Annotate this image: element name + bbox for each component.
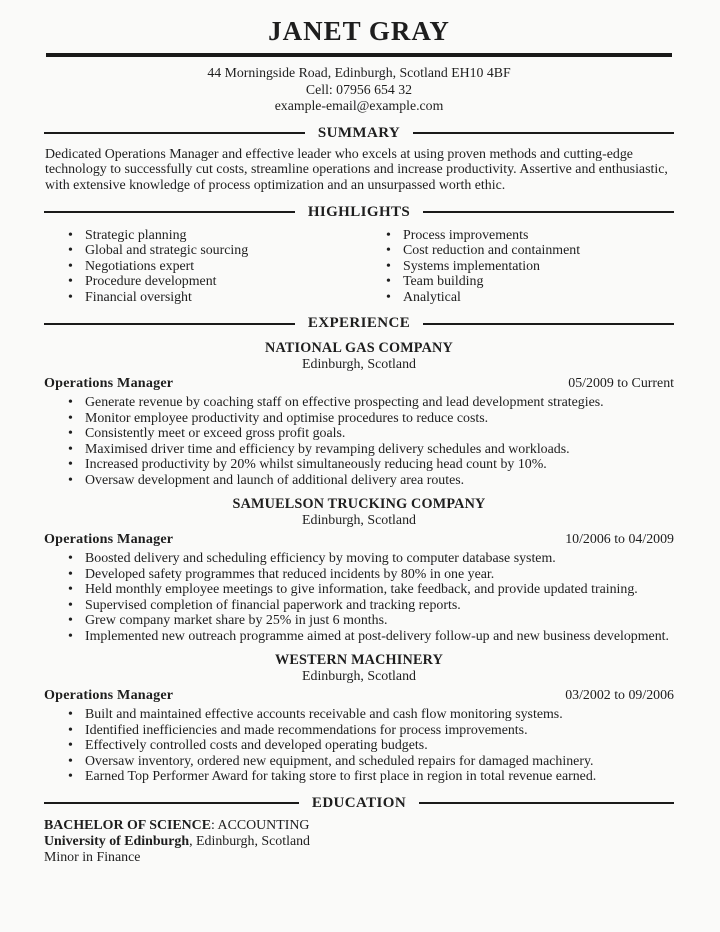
job-bullet: • Oversaw inventory, ordered new equipment, and scheduled repairs for damaged machinery. (68, 754, 674, 770)
contact-block (44, 65, 674, 115)
job-bullet: • Boosted delivery and scheduling efficiency by moving to computer database system. (68, 551, 674, 567)
highlight-item: • Analytical (386, 290, 674, 306)
education-section-header (44, 795, 674, 812)
job-role: Operations Manager (44, 375, 174, 392)
education-degree-field: : ACCOUNTING (210, 817, 310, 833)
highlight-item: • Cost reduction and containment (386, 243, 674, 259)
job-location: Edinburgh, Scotland (302, 357, 416, 373)
highlight-item: • Negotiations expert (68, 259, 359, 275)
job-role-row (44, 687, 674, 704)
experience-section-header (44, 315, 674, 332)
job-dates: 10/2006 to 04/2009 (565, 532, 674, 548)
job-company: SAMUELSON TRUCKING COMPANY (232, 496, 486, 513)
job-location: Edinburgh, Scotland (302, 669, 416, 685)
job-bullet: • Built and maintained effective accounts receivable and cash flow monitoring systems. (68, 707, 674, 723)
contact-email: example-email@example.com (274, 98, 444, 113)
highlight-item: • Financial oversight (68, 290, 359, 306)
job-bullet: • Supervised completion of financial paperwork and tracking reports. (68, 598, 674, 614)
job-bullet: • Identified inefficiencies and made recommendations for process improvements. (68, 723, 674, 739)
section-rule (423, 323, 674, 325)
highlight-item: • Team building (386, 274, 674, 290)
job-role-row (44, 531, 674, 548)
section-rule (44, 132, 305, 134)
highlight-item: • Procedure development (68, 274, 359, 290)
header-double-rule (46, 53, 672, 57)
highlight-item: • Strategic planning (68, 228, 359, 244)
job-company: NATIONAL GAS COMPANY (265, 340, 453, 357)
highlight-item: • Process improvements (386, 228, 674, 244)
job-national-gas-company (44, 340, 674, 488)
education-degree (44, 818, 674, 834)
job-bullet: • Monitor employee productivity and optimise procedures to reduce costs. (68, 411, 674, 427)
job-company: WESTERN MACHINERY (274, 652, 444, 669)
job-role-row (44, 375, 674, 392)
job-bullet: • Developed safety programmes that reduced incidents by 80% in one year. (68, 567, 674, 583)
job-bullet: • Effectively controlled costs and developed operating budgets. (68, 738, 674, 754)
summary-text: Dedicated Operations Manager and effective leader who excels at using proven methods and cutting-edge technology to successfully cut costs, streamline operations and increase productivity. Assertive and enthusiastic, with extensive knowledge of process optimization and an unsurpassed worth ethic. (45, 146, 668, 194)
highlights-right-column (359, 225, 674, 306)
job-dates: 03/2002 to 09/2006 (565, 688, 674, 704)
job-role: Operations Manager (44, 687, 174, 704)
education-block (44, 818, 674, 867)
highlights-columns (44, 225, 674, 306)
job-bullet-list (44, 395, 674, 488)
contact-address: 44 Morningside Road, Edinburgh, Scotland EH10 4BF (207, 65, 511, 80)
job-bullet-list (44, 707, 674, 785)
job-western-machinery (44, 652, 674, 785)
job-dates: 05/2009 to Current (568, 376, 674, 392)
resume-name: JANET GRAY (268, 16, 450, 46)
education-minor: Minor in Finance (44, 850, 141, 866)
section-rule (423, 211, 674, 213)
highlights-section-header (44, 204, 674, 221)
job-bullet: • Consistently meet or exceed gross profit goals. (68, 426, 674, 442)
job-bullet: • Oversaw development and launch of additional delivery area routes. (68, 473, 674, 489)
section-rule (419, 802, 674, 804)
highlight-item: • Systems implementation (386, 259, 674, 275)
job-bullet: • Held monthly employee meetings to give information, take feedback, and provide updated training. (68, 582, 674, 598)
education-school-name: University of Edinburgh (44, 834, 190, 850)
job-bullet: • Implemented new outreach programme aimed at post-delivery follow-up and new business development. (68, 629, 674, 645)
job-role: Operations Manager (44, 531, 174, 548)
job-bullet: • Earned Top Performer Award for taking store to first place in region in total revenue earned. (68, 769, 674, 785)
highlights-left-column (44, 225, 359, 306)
summary-section-header (44, 125, 674, 142)
section-rule (413, 132, 674, 134)
job-bullet: • Increased productivity by 20% whilst simultaneously reducing head count by 10%. (68, 457, 674, 473)
summary-title: SUMMARY (317, 124, 401, 141)
highlights-title: HIGHLIGHTS (307, 203, 411, 220)
section-rule (44, 211, 295, 213)
job-samuelson-trucking (44, 496, 674, 644)
education-title: EDUCATION (311, 794, 407, 811)
contact-phone: Cell: 07956 654 32 (305, 81, 413, 97)
job-bullet: • Generate revenue by coaching staff on effective prospecting and lead development strategies. (68, 395, 674, 411)
highlights-right-list (359, 228, 674, 306)
education-school-location: , Edinburgh, Scotland (189, 834, 311, 850)
highlights-left-list (44, 228, 359, 306)
job-bullet-list (44, 551, 674, 644)
job-bullet: • Grew company market share by 25% in just 6 months. (68, 613, 674, 629)
section-rule (44, 323, 295, 325)
job-bullet: • Maximised driver time and efficiency by revamping delivery schedules and workloads. (68, 442, 674, 458)
job-location: Edinburgh, Scotland (302, 513, 416, 529)
education-degree-name: BACHELOR OF SCIENCE (44, 817, 211, 833)
section-rule (44, 802, 299, 804)
experience-title: EXPERIENCE (307, 315, 411, 332)
highlight-item: • Global and strategic sourcing (68, 243, 359, 259)
education-school (44, 834, 674, 850)
